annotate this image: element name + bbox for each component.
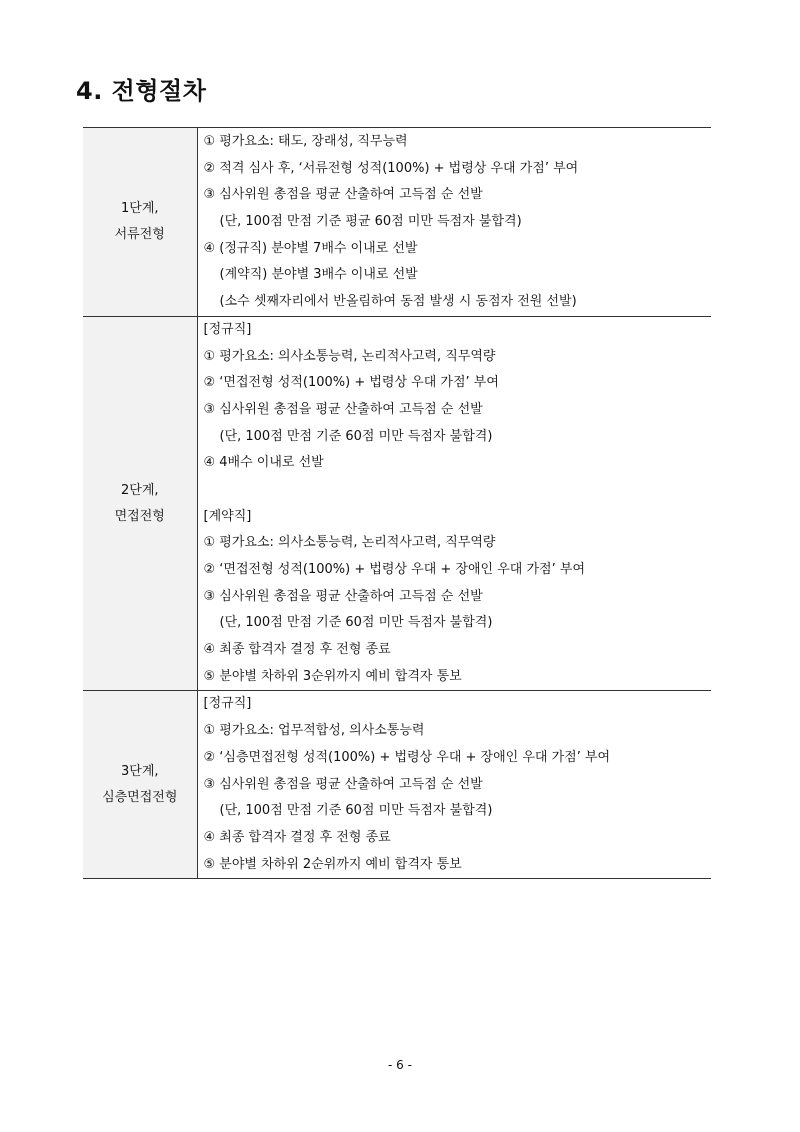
criteria-line: [정규직] xyxy=(203,696,252,712)
criteria-line xyxy=(204,477,712,504)
stage-label-cell xyxy=(83,691,197,879)
stage-label-line: 서류전형 xyxy=(114,226,165,242)
stage-label-line: 면접전형 xyxy=(114,508,165,524)
stage-label-cell xyxy=(83,128,197,317)
criteria-line: (계약직) 분야별 3배수 이내로 선발 xyxy=(219,267,418,283)
stage-row xyxy=(83,316,711,691)
criteria-line: ② ‘면접전형 성적(100%) + 법령상 우대 가점’ 부여 xyxy=(203,375,499,391)
criteria-line: [정규직] xyxy=(203,321,252,337)
stage-row xyxy=(83,128,711,317)
page-number: - 6 - xyxy=(388,1058,412,1072)
criteria-line: ③ 심사위원 총점을 평균 산출하여 고득점 순 선발 xyxy=(203,588,483,604)
stage-row xyxy=(83,691,711,879)
stage-content-cell xyxy=(197,128,711,317)
stage-content-cell xyxy=(197,316,711,691)
criteria-line: ① 평가요소: 의사소통능력, 논리적사고력, 직무역량 xyxy=(203,348,496,364)
criteria-line: ③ 심사위원 총점을 평균 산출하여 고득점 순 선발 xyxy=(203,401,483,417)
criteria-line: ④ 4배수 이내로 선발 xyxy=(203,455,324,471)
criteria-line: ④ 최종 합격자 결정 후 전형 종료 xyxy=(203,829,391,845)
criteria-line: ① 평가요소: 의사소통능력, 논리적사고력, 직무역량 xyxy=(203,535,496,551)
criteria-line: (단, 100점 만점 기준 60점 미만 득점자 불합격) xyxy=(219,803,493,819)
criteria-line: ⑤ 분야별 차하위 3순위까지 예비 합격자 통보 xyxy=(203,668,462,684)
stage-content-cell xyxy=(197,691,711,879)
stage-label-line: 심층면접전형 xyxy=(102,789,178,805)
criteria-line: (단, 100점 만점 기준 평균 60점 미만 득점자 불합격) xyxy=(219,214,522,230)
stage-label-line: 2단계, xyxy=(120,482,159,498)
criteria-line: ② ‘면접전형 성적(100%) + 법령상 우대 + 장애인 우대 가점’ 부여 xyxy=(203,562,585,577)
criteria-line: ④ 최종 합격자 결정 후 전형 종료 xyxy=(203,642,391,658)
criteria-line: ② 적격 심사 후, ‘서류전형 성적(100%) + 법령상 우대 가점’ 부여 xyxy=(203,160,579,176)
section-title: 4. 전형절차 xyxy=(76,77,207,105)
stage-label-line: 3단계, xyxy=(120,763,159,779)
criteria-line: [계약직] xyxy=(203,508,252,524)
criteria-line: (단, 100점 만점 기준 60점 미만 득점자 불합격) xyxy=(219,428,493,444)
criteria-line: ⑤ 분야별 차하위 2순위까지 예비 합격자 통보 xyxy=(203,856,462,872)
criteria-line: ③ 심사위원 총점을 평균 산출하여 고득점 순 선발 xyxy=(203,776,483,792)
stage-label-cell xyxy=(83,316,197,691)
stage-label-line: 1단계, xyxy=(120,200,159,216)
criteria-line: ④ (정규직) 분야별 7배수 이내로 선발 xyxy=(203,240,418,256)
criteria-line: (소수 셋째자리에서 반올림하여 동점 발생 시 동점자 전원 선발) xyxy=(219,294,577,310)
criteria-line: ③ 심사위원 총점을 평균 산출하여 고득점 순 선발 xyxy=(203,187,483,203)
criteria-line: ① 평가요소: 업무적합성, 의사소통능력 xyxy=(203,723,425,739)
criteria-line: ① 평가요소: 태도, 장래성, 직무능력 xyxy=(203,134,408,149)
criteria-line: ② ‘심층면접전형 성적(100%) + 법령상 우대 + 장애인 우대 가점’ 부여 xyxy=(203,749,611,765)
selection-procedure-table xyxy=(83,127,711,879)
criteria-line: (단, 100점 만점 기준 60점 미만 득점자 불합격) xyxy=(219,615,493,631)
